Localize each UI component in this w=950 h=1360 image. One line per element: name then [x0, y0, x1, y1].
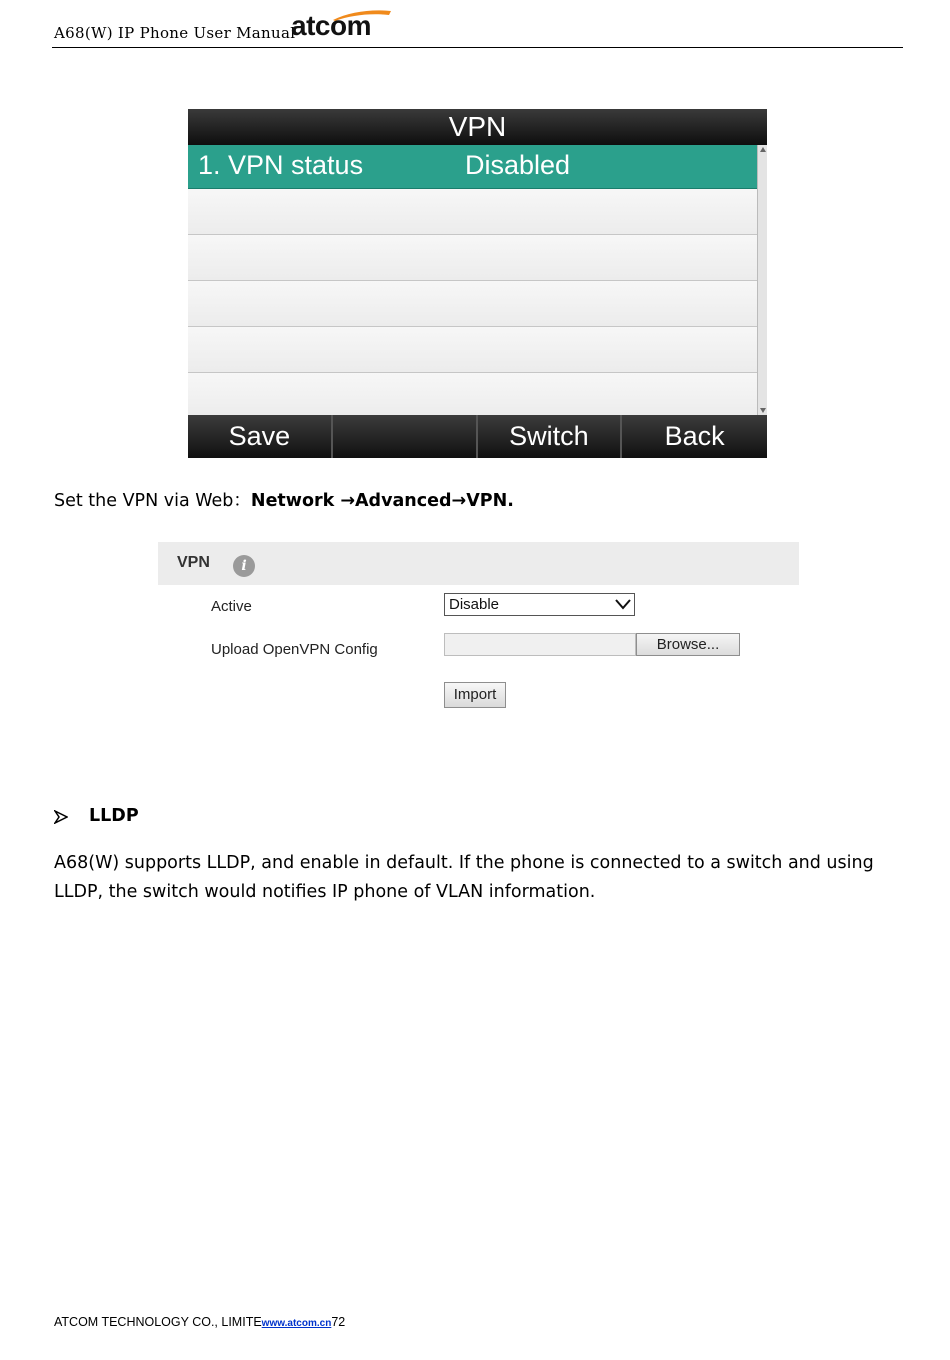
web-instruction	[54, 487, 514, 512]
softkey-save[interactable]: Save	[188, 415, 333, 458]
softkey-empty[interactable]	[333, 415, 478, 458]
import-button[interactable]: Import	[444, 682, 506, 708]
active-label: Active	[211, 598, 252, 615]
phone-list-item-empty	[188, 189, 757, 235]
web-panel-title: VPN	[177, 554, 210, 571]
phone-list-item-label: 1. VPN status	[198, 150, 364, 180]
scroll-up-arrow-icon[interactable]	[760, 147, 766, 152]
upload-config-label: Upload OpenVPN Config	[211, 641, 378, 658]
arrow-bullet-icon	[54, 810, 68, 824]
phone-list-item-empty	[188, 327, 757, 373]
phone-scrollbar[interactable]	[757, 145, 767, 415]
lldp-paragraph-line-1: A68(W) supports LLDP, and enable in default. If the phone is connected to a switch and using	[54, 853, 874, 873]
web-instruction-prefix: Set the VPN via Web：	[54, 491, 251, 511]
phone-list-item-vpn-status[interactable]	[188, 145, 757, 189]
chevron-down-icon	[615, 598, 631, 610]
manual-title: A68(W) IP Phone User Manual	[54, 24, 296, 42]
web-panel-header	[158, 542, 799, 585]
phone-softkey-bar	[188, 415, 767, 458]
phone-list-item-empty	[188, 235, 757, 281]
header-rule	[52, 47, 903, 48]
lldp-paragraph-line-2: LLDP, the switch would notifies IP phone of VLAN information.	[54, 882, 596, 902]
phone-list-item-empty	[188, 373, 757, 419]
softkey-switch[interactable]: Switch	[478, 415, 623, 458]
phone-list-item-empty	[188, 281, 757, 327]
upload-file-field[interactable]	[444, 633, 636, 656]
phone-screen-title: VPN	[188, 109, 767, 145]
softkey-back[interactable]: Back	[664, 421, 725, 451]
page-footer	[54, 1315, 345, 1329]
scroll-down-arrow-icon[interactable]	[760, 408, 766, 413]
active-select-value: Disable	[449, 596, 500, 613]
atcom-logo	[291, 8, 395, 44]
web-vpn-panel	[158, 542, 799, 722]
web-menu-path: Network →Advanced→VPN.	[250, 491, 514, 511]
footer-company: ATCOM TECHNOLOGY CO., LIMITE	[54, 1315, 262, 1329]
page-number: 72	[331, 1315, 346, 1329]
phone-list-item-value: Disabled	[465, 150, 571, 180]
browse-button[interactable]: Browse...	[636, 633, 740, 656]
footer-website-link[interactable]: www.atcom.cn	[261, 1318, 332, 1329]
phone-vpn-screen	[188, 109, 767, 458]
active-select[interactable]	[444, 593, 635, 616]
logo-text: atcom	[291, 10, 371, 41]
lldp-heading: LLDP	[89, 806, 139, 826]
phone-menu-list	[188, 145, 757, 419]
info-icon[interactable]: i	[233, 555, 255, 577]
